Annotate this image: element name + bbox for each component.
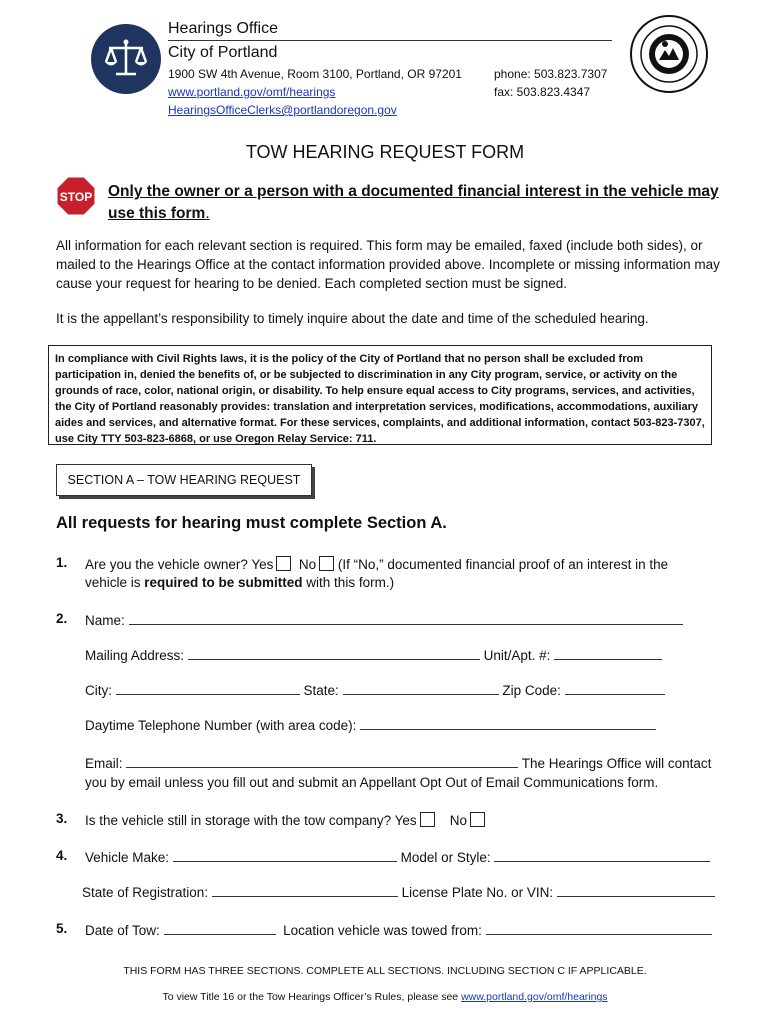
plate-field[interactable] bbox=[557, 884, 715, 897]
tow-row bbox=[85, 921, 712, 940]
office-address: 1900 SW 4th Avenue, Room 3100, Portland, OR 97201 bbox=[168, 67, 462, 81]
email-note: The Hearings Office will contact bbox=[521, 756, 712, 771]
registration-row bbox=[82, 883, 715, 902]
tow-location-field[interactable] bbox=[486, 922, 712, 935]
question-3-text: Is the vehicle still in storage with the tow company? Yes bbox=[85, 813, 417, 828]
city-state-zip-row bbox=[85, 681, 665, 700]
hearings-office-logo bbox=[91, 24, 161, 94]
phone-label: Daytime Telephone Number (with area code): bbox=[85, 718, 357, 733]
office-phone: phone: 503.823.7307 bbox=[494, 67, 608, 81]
vehicle-row bbox=[85, 848, 710, 867]
section-a-heading: All requests for hearing must complete Section A. bbox=[56, 514, 447, 532]
name-row bbox=[85, 611, 683, 630]
rules-text: To view Title 16 or the Tow Hearings Officer’s Rules, please see bbox=[162, 991, 462, 1003]
office-fax: fax: 503.823.4347 bbox=[494, 85, 591, 99]
q1-line2-a: vehicle is bbox=[85, 575, 145, 590]
intro-paragraph: All information for each relevant section is required. This form may be emailed, faxed (include both sides), or mailed to the Hearings Office at the contact information provided above. Incomplete or missing information may cause your request for hearing to be denied. Each completed section must be signed. bbox=[56, 238, 720, 291]
stop-sign-label: STOP bbox=[59, 190, 93, 204]
unit-label: Unit/Apt. #: bbox=[483, 648, 551, 663]
header-divider bbox=[168, 40, 612, 41]
city-label: City: bbox=[85, 683, 112, 698]
question-2-number: 2. bbox=[56, 611, 68, 626]
tow-date-field[interactable] bbox=[164, 922, 276, 935]
zip-field[interactable] bbox=[565, 682, 665, 695]
zip-label: Zip Code: bbox=[502, 683, 561, 698]
q1-line2-b: with this form.) bbox=[302, 575, 395, 590]
responsibility-paragraph: It is the appellant’s responsibility to timely inquire about the date and time of the scheduled hearing. bbox=[56, 311, 649, 326]
question-4-number: 4. bbox=[56, 848, 68, 863]
unit-field[interactable] bbox=[554, 647, 662, 660]
email-label: Email: bbox=[85, 756, 123, 771]
state-label: State: bbox=[303, 683, 339, 698]
office-email-link[interactable]: HearingsOfficeClerks@portlandoregon.gov bbox=[168, 103, 397, 117]
mailing-address-label: Mailing Address: bbox=[85, 648, 185, 663]
civil-rights-notice: In compliance with Civil Rights laws, it is the policy of the City of Portland that no person shall be excluded from participation in, denied the benefits of, or be subjected to discrimination in any City program, service, or activity on the grounds of race, color, national origin, or disability. To help ensure equal access to City programs, services, and activities, the City of Portland reasonably provides: translation and interpretation services, modifications, accommodations, auxiliary aides and services, and alternative format. For these services, complaints, and additional information, contact 503-823-7307, use City TTY 503-823-6868, or use Oregon Relay Service: 711. bbox=[48, 345, 712, 445]
question-3-number: 3. bbox=[56, 811, 68, 826]
scales-of-justice-icon bbox=[101, 34, 151, 84]
registration-state-field[interactable] bbox=[212, 884, 398, 897]
question-1 bbox=[85, 555, 745, 574]
eligibility-warning-text: Only the owner or a person with a documented financial interest in the vehicle may use this form bbox=[108, 183, 719, 222]
city-seal-icon bbox=[629, 14, 709, 94]
storage-no-label: No bbox=[449, 813, 467, 828]
email-row bbox=[85, 754, 745, 773]
vehicle-make-field[interactable] bbox=[173, 849, 397, 862]
tow-date-label: Date of Tow: bbox=[85, 923, 160, 938]
vehicle-model-label: Model or Style: bbox=[400, 850, 491, 865]
required-emphasis: required to be submitted bbox=[144, 575, 303, 590]
state-field[interactable] bbox=[343, 682, 499, 695]
owner-yes-checkbox[interactable] bbox=[276, 556, 291, 571]
owner-no-checkbox[interactable] bbox=[319, 556, 334, 571]
registration-state-label: State of Registration: bbox=[82, 885, 209, 900]
question-1-note: (If “No,” documented financial proof of an interest in the bbox=[337, 557, 669, 572]
question-1-number: 1. bbox=[56, 555, 68, 570]
office-name: Hearings Office bbox=[168, 20, 278, 37]
rules-link[interactable]: www.portland.gov/omf/hearings bbox=[461, 991, 608, 1003]
phone-row bbox=[85, 716, 656, 735]
email-note-line2: you by email unless you fill out and submit an Appellant Opt Out of Email Communications form. bbox=[85, 775, 659, 790]
question-3 bbox=[85, 811, 485, 830]
plate-label: License Plate No. or VIN: bbox=[401, 885, 554, 900]
section-a-label: SECTION A – TOW HEARING REQUEST bbox=[56, 464, 312, 496]
mailing-row bbox=[85, 646, 662, 665]
question-5-number: 5. bbox=[56, 921, 68, 936]
city-field[interactable] bbox=[116, 682, 300, 695]
city-name: City of Portland bbox=[168, 44, 278, 61]
phone-field[interactable] bbox=[360, 717, 656, 730]
storage-no-checkbox[interactable] bbox=[470, 812, 485, 827]
form-title: TOW HEARING REQUEST FORM bbox=[245, 142, 525, 162]
vehicle-model-field[interactable] bbox=[494, 849, 710, 862]
storage-yes-checkbox[interactable] bbox=[420, 812, 435, 827]
owner-no-label: No bbox=[298, 557, 317, 572]
stop-sign-icon bbox=[56, 176, 96, 216]
question-1-text: Are you the vehicle owner? Yes bbox=[85, 557, 274, 572]
rules-note bbox=[0, 991, 770, 1003]
question-1-line2 bbox=[85, 573, 394, 592]
office-website-link[interactable]: www.portland.gov/omf/hearings bbox=[168, 85, 336, 99]
vehicle-make-label: Vehicle Make: bbox=[85, 850, 170, 865]
name-field[interactable] bbox=[129, 612, 683, 625]
tow-location-label: Location vehicle was towed from: bbox=[283, 923, 482, 938]
email-field[interactable] bbox=[126, 755, 518, 768]
name-label: Name: bbox=[85, 613, 125, 628]
sections-note: THIS FORM HAS THREE SECTIONS. COMPLETE ALL SECTIONS. INCLUDING SECTION C IF APPLICABLE. bbox=[123, 965, 647, 977]
eligibility-warning: Only the owner or a person with a documented financial interest in the vehicle may use this form. bbox=[108, 183, 719, 222]
mailing-address-field[interactable] bbox=[188, 647, 480, 660]
